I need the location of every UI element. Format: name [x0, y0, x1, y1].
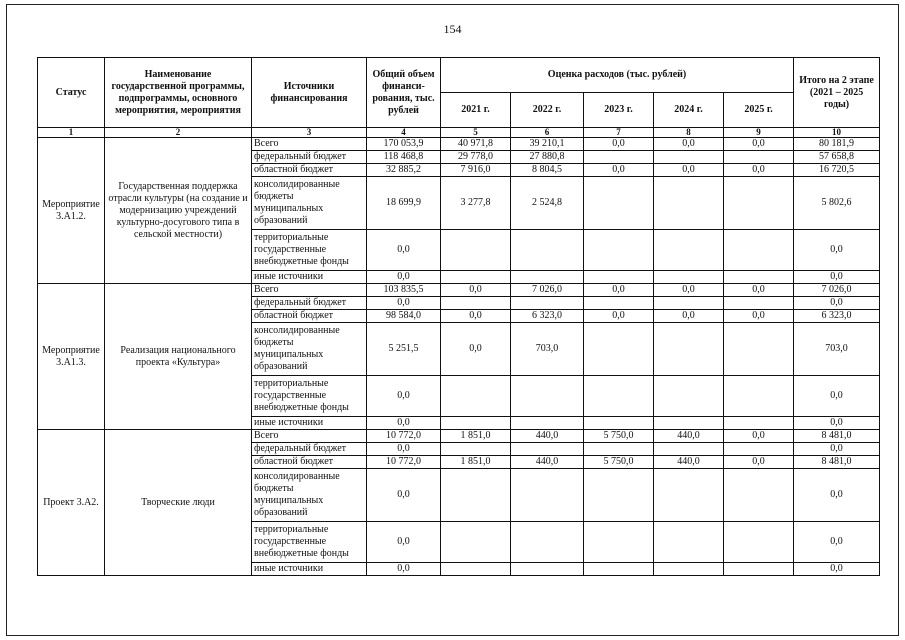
source-cell: консолидированные бюджеты муниципальных образований	[252, 323, 367, 376]
row-status: Мероприятие 3.А1.3.	[38, 284, 105, 430]
year-cell: 0,0	[584, 284, 654, 297]
source-cell: Всего	[252, 430, 367, 443]
itog-cell: 0,0	[794, 271, 880, 284]
source-cell: областной бюджет	[252, 310, 367, 323]
year-cell	[654, 177, 724, 230]
col-number: 5	[441, 128, 511, 138]
year-cell	[724, 376, 794, 417]
source-cell: Всего	[252, 138, 367, 151]
year-cell: 440,0	[511, 430, 584, 443]
header-estimate: Оценка расходов (тыс. рублей)	[441, 58, 794, 93]
col-number: 4	[367, 128, 441, 138]
year-cell: 703,0	[511, 323, 584, 376]
year-cell	[724, 522, 794, 563]
header-year: 2021 г.	[441, 93, 511, 128]
col-number: 10	[794, 128, 880, 138]
itog-cell: 0,0	[794, 522, 880, 563]
year-cell: 0,0	[654, 310, 724, 323]
year-cell	[584, 469, 654, 522]
year-cell: 440,0	[654, 456, 724, 469]
year-cell	[654, 417, 724, 430]
year-cell: 8 804,5	[511, 164, 584, 177]
col-number: 7	[584, 128, 654, 138]
year-cell	[724, 271, 794, 284]
year-cell: 0,0	[724, 456, 794, 469]
year-cell: 0,0	[724, 430, 794, 443]
year-cell	[511, 443, 584, 456]
year-cell	[511, 563, 584, 576]
total-cell: 118 468,8	[367, 151, 441, 164]
year-cell: 0,0	[654, 284, 724, 297]
page-number: 154	[443, 22, 462, 36]
year-cell	[724, 323, 794, 376]
total-cell: 0,0	[367, 563, 441, 576]
year-cell: 40 971,8	[441, 138, 511, 151]
col-number: 6	[511, 128, 584, 138]
itog-cell: 8 481,0	[794, 456, 880, 469]
year-cell	[441, 443, 511, 456]
total-cell: 0,0	[367, 376, 441, 417]
year-cell	[654, 469, 724, 522]
year-cell	[724, 151, 794, 164]
year-cell	[584, 522, 654, 563]
total-cell: 10 772,0	[367, 430, 441, 443]
col-number: 8	[654, 128, 724, 138]
itog-cell: 16 720,5	[794, 164, 880, 177]
source-cell: федеральный бюджет	[252, 297, 367, 310]
source-cell: территориальные государственные внебюджетные фонды	[252, 522, 367, 563]
year-cell	[584, 563, 654, 576]
col-number: 2	[105, 128, 252, 138]
itog-cell: 0,0	[794, 297, 880, 310]
year-cell	[584, 177, 654, 230]
total-cell: 0,0	[367, 271, 441, 284]
source-cell: федеральный бюджет	[252, 443, 367, 456]
total-cell: 0,0	[367, 469, 441, 522]
year-cell	[724, 230, 794, 271]
col-number: 1	[38, 128, 105, 138]
total-cell: 32 885,2	[367, 164, 441, 177]
year-cell	[584, 151, 654, 164]
year-cell	[724, 297, 794, 310]
total-cell: 0,0	[367, 230, 441, 271]
source-cell: иные источники	[252, 417, 367, 430]
itog-cell: 5 802,6	[794, 177, 880, 230]
year-cell	[724, 563, 794, 576]
year-cell	[584, 443, 654, 456]
year-cell	[511, 271, 584, 284]
source-cell: Всего	[252, 284, 367, 297]
header-name: Наименование государственной программы, подпрограммы, основного мероприятия, мероприятия	[105, 58, 252, 128]
source-cell: территориальные государственные внебюджетные фонды	[252, 376, 367, 417]
itog-cell: 8 481,0	[794, 430, 880, 443]
source-cell: консолидированные бюджеты муниципальных образований	[252, 177, 367, 230]
year-cell	[511, 522, 584, 563]
year-cell: 39 210,1	[511, 138, 584, 151]
year-cell: 7 026,0	[511, 284, 584, 297]
year-cell	[654, 230, 724, 271]
year-cell: 0,0	[584, 310, 654, 323]
budget-table	[37, 57, 880, 576]
year-cell	[441, 563, 511, 576]
source-cell: консолидированные бюджеты муниципальных образований	[252, 469, 367, 522]
year-cell: 0,0	[441, 310, 511, 323]
itog-cell: 6 323,0	[794, 310, 880, 323]
year-cell: 0,0	[441, 323, 511, 376]
source-cell: территориальные государственные внебюджетные фонды	[252, 230, 367, 271]
total-cell: 98 584,0	[367, 310, 441, 323]
table-row	[38, 284, 880, 297]
header-itog: Итого на 2 этапе (2021 – 2025 годы)	[794, 58, 880, 128]
year-cell	[441, 376, 511, 417]
year-cell	[654, 522, 724, 563]
year-cell: 5 750,0	[584, 456, 654, 469]
year-cell	[584, 376, 654, 417]
itog-cell: 0,0	[794, 230, 880, 271]
year-cell	[511, 230, 584, 271]
header-sources: Источники финансирования	[252, 58, 367, 128]
header-year: 2024 г.	[654, 93, 724, 128]
itog-cell: 80 181,9	[794, 138, 880, 151]
year-cell	[584, 417, 654, 430]
year-cell: 0,0	[441, 284, 511, 297]
header-total: Общий объем финанси-рования, тыс. рублей	[367, 58, 441, 128]
col-number: 3	[252, 128, 367, 138]
year-cell	[441, 271, 511, 284]
year-cell	[654, 297, 724, 310]
itog-cell: 57 658,8	[794, 151, 880, 164]
year-cell: 0,0	[654, 164, 724, 177]
itog-cell: 7 026,0	[794, 284, 880, 297]
itog-cell: 0,0	[794, 376, 880, 417]
year-cell	[584, 230, 654, 271]
year-cell: 2 524,8	[511, 177, 584, 230]
year-cell	[724, 469, 794, 522]
year-cell	[584, 297, 654, 310]
year-cell	[724, 177, 794, 230]
itog-cell: 0,0	[794, 417, 880, 430]
year-cell	[654, 271, 724, 284]
year-cell	[584, 271, 654, 284]
year-cell: 440,0	[654, 430, 724, 443]
year-cell: 6 323,0	[511, 310, 584, 323]
total-cell: 170 053,9	[367, 138, 441, 151]
header-year: 2022 г.	[511, 93, 584, 128]
row-name: Реализация национального проекта «Культура»	[105, 284, 252, 430]
year-cell: 3 277,8	[441, 177, 511, 230]
itog-cell: 0,0	[794, 443, 880, 456]
row-name: Государственная поддержка отрасли культуры (на создание и модернизацию учреждений культурно-досугового типа в сельской местности)	[105, 138, 252, 284]
total-cell: 5 251,5	[367, 323, 441, 376]
year-cell	[441, 417, 511, 430]
year-cell	[511, 469, 584, 522]
year-cell: 1 851,0	[441, 430, 511, 443]
year-cell: 29 778,0	[441, 151, 511, 164]
total-cell: 103 835,5	[367, 284, 441, 297]
year-cell	[724, 417, 794, 430]
year-cell	[441, 297, 511, 310]
total-cell: 0,0	[367, 522, 441, 563]
year-cell	[654, 563, 724, 576]
table-row	[38, 138, 880, 151]
year-cell	[511, 376, 584, 417]
year-cell	[654, 151, 724, 164]
row-status: Мероприятие 3.А1.2.	[38, 138, 105, 284]
year-cell: 1 851,0	[441, 456, 511, 469]
itog-cell: 0,0	[794, 469, 880, 522]
header-status: Статус	[38, 58, 105, 128]
year-cell: 0,0	[724, 164, 794, 177]
year-cell	[654, 323, 724, 376]
header-year: 2023 г.	[584, 93, 654, 128]
year-cell: 440,0	[511, 456, 584, 469]
source-cell: иные источники	[252, 271, 367, 284]
year-cell	[654, 376, 724, 417]
year-cell: 0,0	[724, 284, 794, 297]
year-cell: 7 916,0	[441, 164, 511, 177]
source-cell: областной бюджет	[252, 456, 367, 469]
itog-cell: 703,0	[794, 323, 880, 376]
total-cell: 0,0	[367, 297, 441, 310]
col-number: 9	[724, 128, 794, 138]
year-cell: 0,0	[724, 310, 794, 323]
year-cell: 0,0	[584, 138, 654, 151]
total-cell: 18 699,9	[367, 177, 441, 230]
year-cell	[511, 417, 584, 430]
header-year: 2025 г.	[724, 93, 794, 128]
source-cell: иные источники	[252, 563, 367, 576]
year-cell	[724, 443, 794, 456]
table-row	[38, 430, 880, 443]
source-cell: областной бюджет	[252, 164, 367, 177]
year-cell: 0,0	[654, 138, 724, 151]
year-cell: 0,0	[724, 138, 794, 151]
year-cell: 27 880,8	[511, 151, 584, 164]
year-cell	[654, 443, 724, 456]
year-cell	[511, 297, 584, 310]
total-cell: 10 772,0	[367, 456, 441, 469]
year-cell	[441, 469, 511, 522]
year-cell: 0,0	[584, 164, 654, 177]
row-status: Проект 3.А2.	[38, 430, 105, 576]
total-cell: 0,0	[367, 443, 441, 456]
year-cell	[584, 323, 654, 376]
year-cell	[441, 230, 511, 271]
year-cell: 5 750,0	[584, 430, 654, 443]
row-name: Творческие люди	[105, 430, 252, 576]
source-cell: федеральный бюджет	[252, 151, 367, 164]
total-cell: 0,0	[367, 417, 441, 430]
year-cell	[441, 522, 511, 563]
itog-cell: 0,0	[794, 563, 880, 576]
